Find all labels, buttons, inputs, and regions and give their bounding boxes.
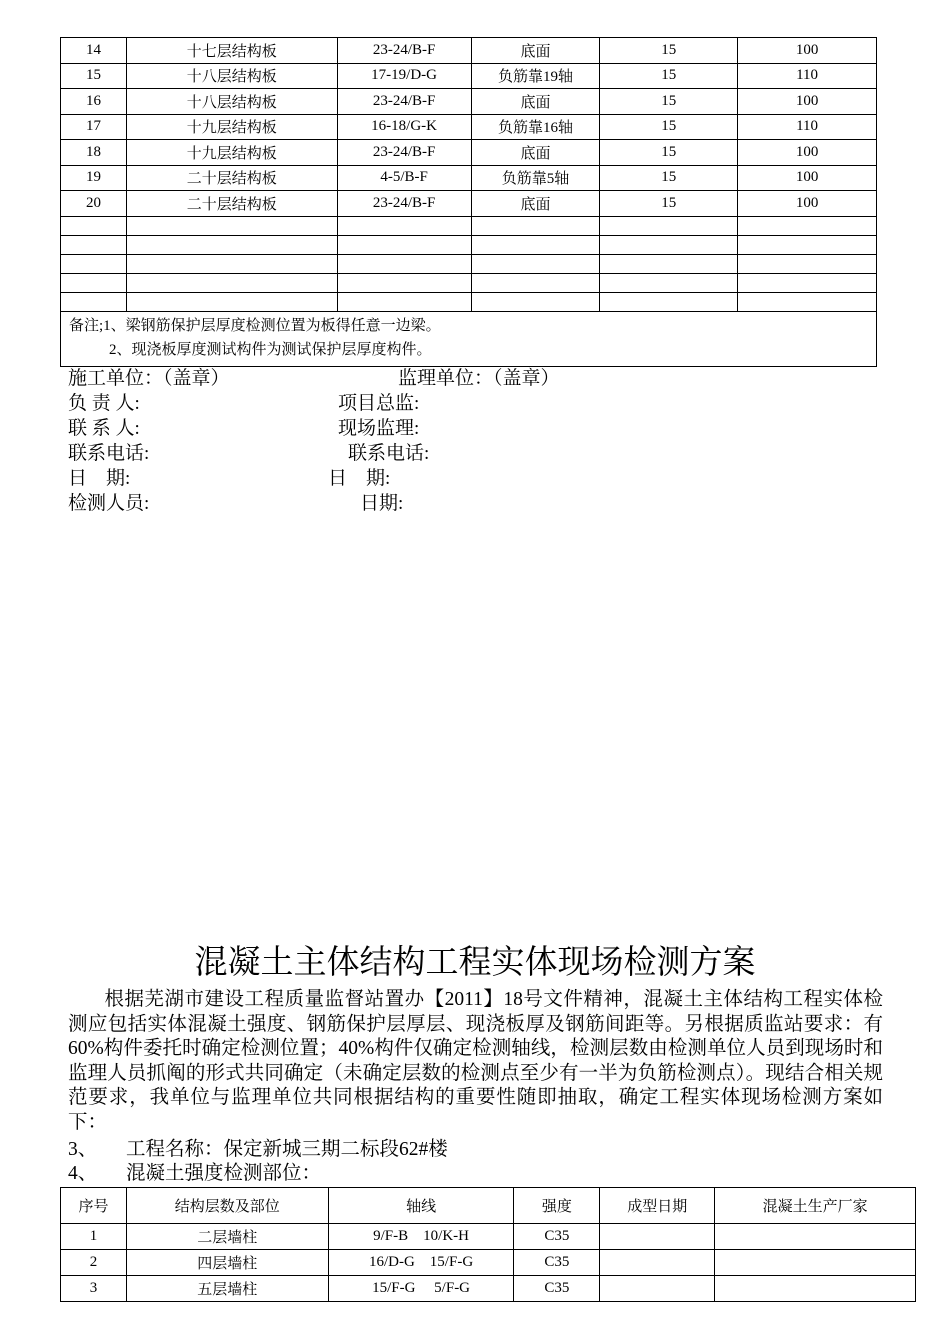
empty-cell (600, 273, 738, 292)
table-cell: C35 (514, 1224, 600, 1250)
empty-cell (738, 292, 877, 311)
table-row (61, 63, 877, 89)
phone-right-label: 联系电话: (348, 443, 430, 464)
table-cell: 15 (600, 140, 738, 166)
date-left-label: 日 期: (68, 468, 131, 489)
table-cell (600, 1224, 715, 1250)
table-cell: 15 (600, 63, 738, 89)
empty-cell (738, 216, 877, 235)
empty-cell (600, 292, 738, 311)
table-cell: 四层墙柱 (126, 1250, 328, 1276)
table-cell: 17 (61, 114, 127, 140)
inspector-label: 检测人员: (68, 493, 150, 514)
item-text: 混凝土强度检测部位： (126, 1163, 322, 1184)
empty-table-row (61, 254, 877, 273)
empty-cell (126, 273, 337, 292)
phone-left-label: 联系电话: (68, 443, 150, 464)
column-header: 序号 (61, 1188, 127, 1224)
empty-cell (600, 216, 738, 235)
table-row (61, 38, 877, 64)
empty-cell (471, 292, 600, 311)
table-cell: 十九层结构板 (126, 140, 337, 166)
table-cell: 100 (738, 89, 877, 115)
document-title: 混凝土主体结构工程实体现场检测方案 (194, 945, 756, 981)
empty-cell (471, 254, 600, 273)
empty-cell (126, 216, 337, 235)
note-cell (61, 311, 877, 366)
table-cell: 15 (600, 191, 738, 217)
table-cell: 14 (61, 38, 127, 64)
empty-cell (738, 273, 877, 292)
table-cell: 23-24/B-F (337, 89, 471, 115)
table-cell: 15 (61, 63, 127, 89)
table-cell: 底面 (471, 38, 600, 64)
table-cell: 20 (61, 191, 127, 217)
empty-cell (337, 254, 471, 273)
table-cell: 负筋靠5轴 (471, 165, 600, 191)
empty-cell (738, 254, 877, 273)
empty-table-row (61, 292, 877, 311)
table-row (61, 114, 877, 140)
table-cell: 负筋靠19轴 (471, 63, 600, 89)
intro-paragraph (68, 988, 883, 1135)
table-cell: 16 (61, 89, 127, 115)
table-cell: 五层墙柱 (126, 1276, 328, 1302)
table-cell: 23-24/B-F (337, 38, 471, 64)
empty-cell (337, 216, 471, 235)
construction-unit-label: 施工单位：（盖章） (68, 368, 230, 389)
table-cell: 16/D-G 15/F-G (328, 1250, 514, 1276)
inspection-table-continued (60, 37, 877, 367)
table-cell: 15 (600, 165, 738, 191)
column-header: 轴线 (328, 1188, 514, 1224)
table-row (61, 165, 877, 191)
chief-supervisor-label: 项目总监: (338, 393, 420, 414)
empty-cell (471, 235, 600, 254)
table-row (61, 1224, 916, 1250)
table-cell: 15 (600, 38, 738, 64)
table-cell: 100 (738, 165, 877, 191)
table-row (61, 140, 877, 166)
site-supervisor-label: 现场监理: (338, 418, 420, 439)
empty-cell (738, 235, 877, 254)
note-line-2: 2、现浇板厚度测试构件为测试保护层厚度构件。 (109, 341, 432, 358)
table-cell: C35 (514, 1250, 600, 1276)
table-row (61, 89, 877, 115)
table-cell: 底面 (471, 191, 600, 217)
note-row (61, 311, 877, 366)
column-header: 混凝土生产厂家 (715, 1188, 916, 1224)
table-cell: 100 (738, 38, 877, 64)
table-cell: 二层墙柱 (126, 1224, 328, 1250)
table-cell: 110 (738, 114, 877, 140)
table-cell: 23-24/B-F (337, 191, 471, 217)
column-header: 成型日期 (600, 1188, 715, 1224)
table-cell: 17-19/D-G (337, 63, 471, 89)
table-row (61, 1250, 916, 1276)
table-cell: 15/F-G 5/F-G (328, 1276, 514, 1302)
table-row (61, 1276, 916, 1302)
table-cell: 十七层结构板 (126, 38, 337, 64)
table-cell: 3 (61, 1276, 127, 1302)
table-cell: 底面 (471, 140, 600, 166)
table-cell: 4-5/B-F (337, 165, 471, 191)
person-in-charge-label: 负 责 人: (68, 393, 140, 414)
contact-person-label: 联 系 人: (68, 418, 140, 439)
table-cell: 100 (738, 140, 877, 166)
date-right2-label: 日期: (360, 493, 404, 514)
supervision-unit-label: 监理单位：（盖章） (398, 368, 560, 389)
column-header: 强度 (514, 1188, 600, 1224)
table-cell: 十八层结构板 (126, 89, 337, 115)
empty-cell (61, 273, 127, 292)
table-cell: 16-18/G-K (337, 114, 471, 140)
empty-cell (61, 254, 127, 273)
table-cell: C35 (514, 1276, 600, 1302)
item-project-name (68, 1138, 448, 1162)
empty-cell (126, 254, 337, 273)
empty-cell (471, 273, 600, 292)
table-cell: 负筋靠16轴 (471, 114, 600, 140)
empty-cell (471, 216, 600, 235)
table-cell: 二十层结构板 (126, 191, 337, 217)
table-header-row (61, 1188, 916, 1224)
empty-cell (337, 273, 471, 292)
date-right-label: 日 期: (328, 468, 391, 489)
strength-test-table (60, 1187, 916, 1302)
table-cell (600, 1276, 715, 1302)
table-cell (715, 1224, 916, 1250)
table-cell: 1 (61, 1224, 127, 1250)
table-cell: 十九层结构板 (126, 114, 337, 140)
table-cell: 二十层结构板 (126, 165, 337, 191)
empty-table-row (61, 273, 877, 292)
empty-cell (61, 216, 127, 235)
table-cell: 18 (61, 140, 127, 166)
empty-cell (337, 235, 471, 254)
empty-cell (61, 292, 127, 311)
table-cell: 110 (738, 63, 877, 89)
table-cell: 9/F-B 10/K-H (328, 1224, 514, 1250)
table-cell: 19 (61, 165, 127, 191)
item-number: 3、 (68, 1139, 98, 1160)
table-cell: 十八层结构板 (126, 63, 337, 89)
empty-table-row (61, 235, 877, 254)
empty-cell (337, 292, 471, 311)
table-cell (715, 1276, 916, 1302)
item-text: 工程名称：保定新城三期二标段62#楼 (126, 1139, 448, 1160)
empty-cell (600, 254, 738, 273)
empty-table-row (61, 216, 877, 235)
column-header: 结构层数及部位 (126, 1188, 328, 1224)
empty-cell (126, 235, 337, 254)
item-number: 4、 (68, 1163, 98, 1184)
intro-text: 根据芜湖市建设工程质量监督站置办【2011】18号文件精神，混凝土主体结构工程实体检测应包括实体混凝土强度、钢筋保护层厚层、现浇板厚及钢筋间距等。另根据质监站要求：有60%构件委托时确定检测位置；40%构件仅确定检测轴线，检测层数由检测单位人员到现场时和监理人员抓阄的形式共同确定（未确定层数的检测点至少有一半为负筋检测点）。现结合相关规范要求，我单位与监理单位共同根据结构的重要性随即抽取，确定工程实体现场检测方案如下： (68, 989, 883, 1133)
table-cell: 100 (738, 191, 877, 217)
table-cell: 15 (600, 89, 738, 115)
table-cell (600, 1250, 715, 1276)
empty-cell (600, 235, 738, 254)
table-cell: 23-24/B-F (337, 140, 471, 166)
empty-cell (61, 235, 127, 254)
item-strength-locations (68, 1162, 321, 1186)
table-row (61, 191, 877, 217)
table-cell: 2 (61, 1250, 127, 1276)
table-cell: 15 (600, 114, 738, 140)
note-line-1: 备注;1、梁钢筋保护层厚度检测位置为板得任意一边梁。 (69, 317, 441, 334)
empty-cell (126, 292, 337, 311)
table-cell: 底面 (471, 89, 600, 115)
table-cell (715, 1250, 916, 1276)
